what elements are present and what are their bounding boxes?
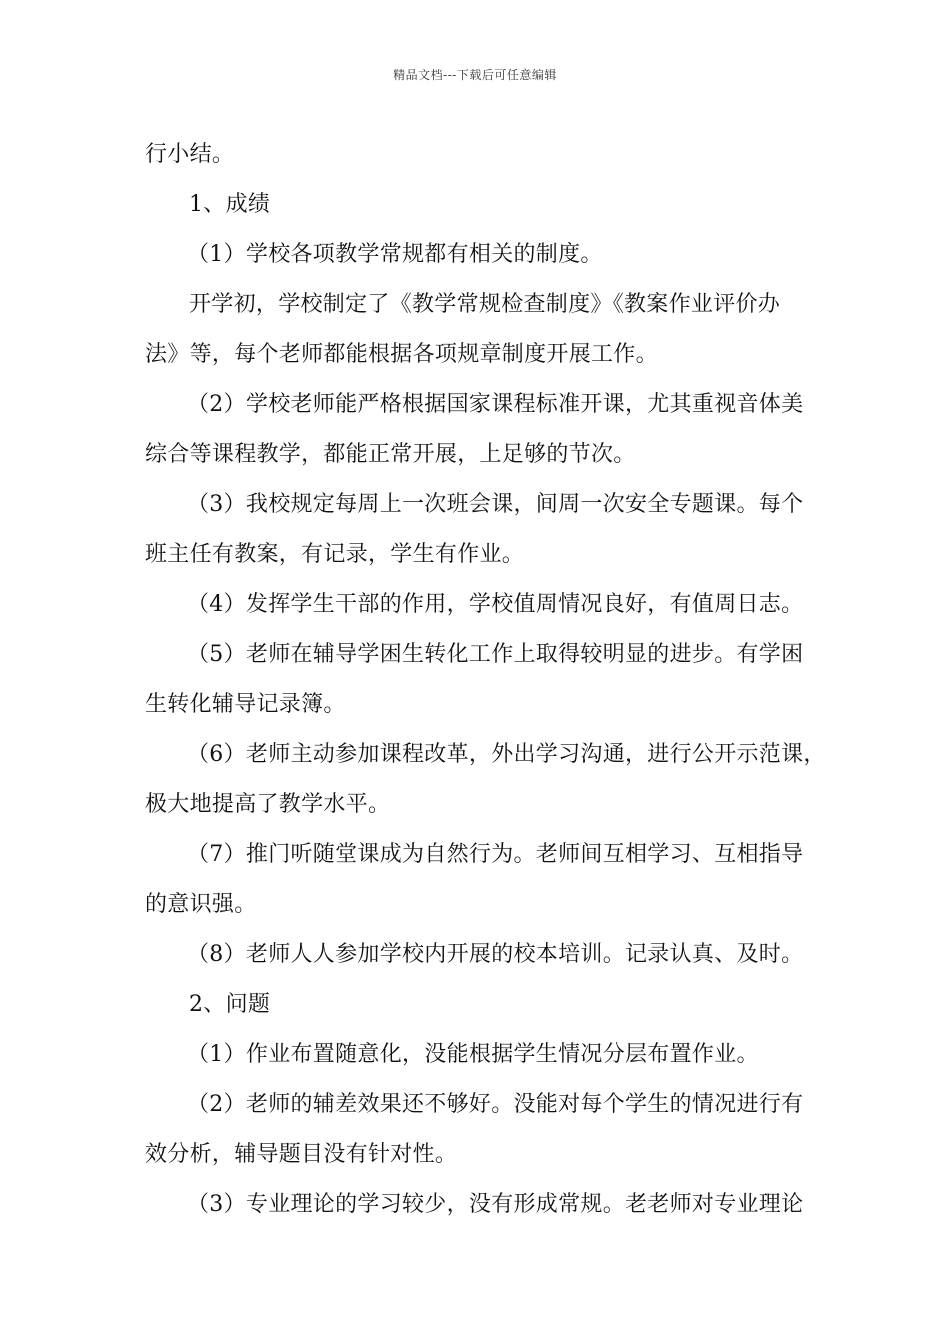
list-item: （1）学校各项教学常规都有相关的制度。 [187, 242, 603, 267]
text-line: 行小结。 [145, 142, 235, 167]
list-item: （1）作业布置随意化，没能根据学生情况分层布置作业。 [187, 1042, 759, 1067]
text-line: 法》等，每个老师都能根据各项规章制度开展工作。 [145, 342, 658, 367]
list-item: （2）学校老师能严格根据国家课程标准开课，尤其重视音体美 [187, 392, 804, 417]
page-header-watermark: 精品文档---下载后可任意编辑 [393, 68, 557, 82]
list-item: （3）我校规定每周上一次班会课，间周一次安全专题课。每个 [187, 492, 804, 517]
paragraph-first-line: 开学初，学校制定了《教学常规检查制度》《教案作业评价办 [189, 292, 781, 317]
text-line: 生转化辅导记录簿。 [145, 692, 346, 717]
text-line: 班主任有教案，有记录，学生有作业。 [145, 542, 525, 567]
list-item: （2）老师的辅差效果还不够好。没能对每个学生的情况进行有 [187, 1092, 804, 1117]
text-line: 极大地提高了教学水平。 [145, 792, 391, 817]
document-body [145, 130, 825, 1230]
section-heading-problems: 2、问题 [189, 992, 271, 1017]
text-line: 效分析，辅导题目没有针对性。 [145, 1142, 458, 1167]
list-item: （3）专业理论的学习较少，没有形成常规。老老师对专业理论 [187, 1192, 804, 1217]
text-line: 的意识强。 [145, 892, 257, 917]
list-item: （6）老师主动参加课程改革，外出学习沟通，进行公开示范课， [187, 742, 826, 767]
list-item: （5）老师在辅导学困生转化工作上取得较明显的进步。有学困 [187, 642, 804, 667]
list-item: （8）老师人人参加学校内开展的校本培训。记录认真、及时。 [187, 942, 804, 967]
text-line: 综合等课程教学，都能正常开展，上足够的节次。 [145, 442, 636, 467]
list-item: （4）发挥学生干部的作用，学校值周情况良好，有值周日志。 [187, 592, 804, 617]
list-item: （7）推门听随堂课成为自然行为。老师间互相学习、互相指导 [187, 842, 804, 867]
section-heading-achievements: 1、成绩 [189, 192, 271, 217]
